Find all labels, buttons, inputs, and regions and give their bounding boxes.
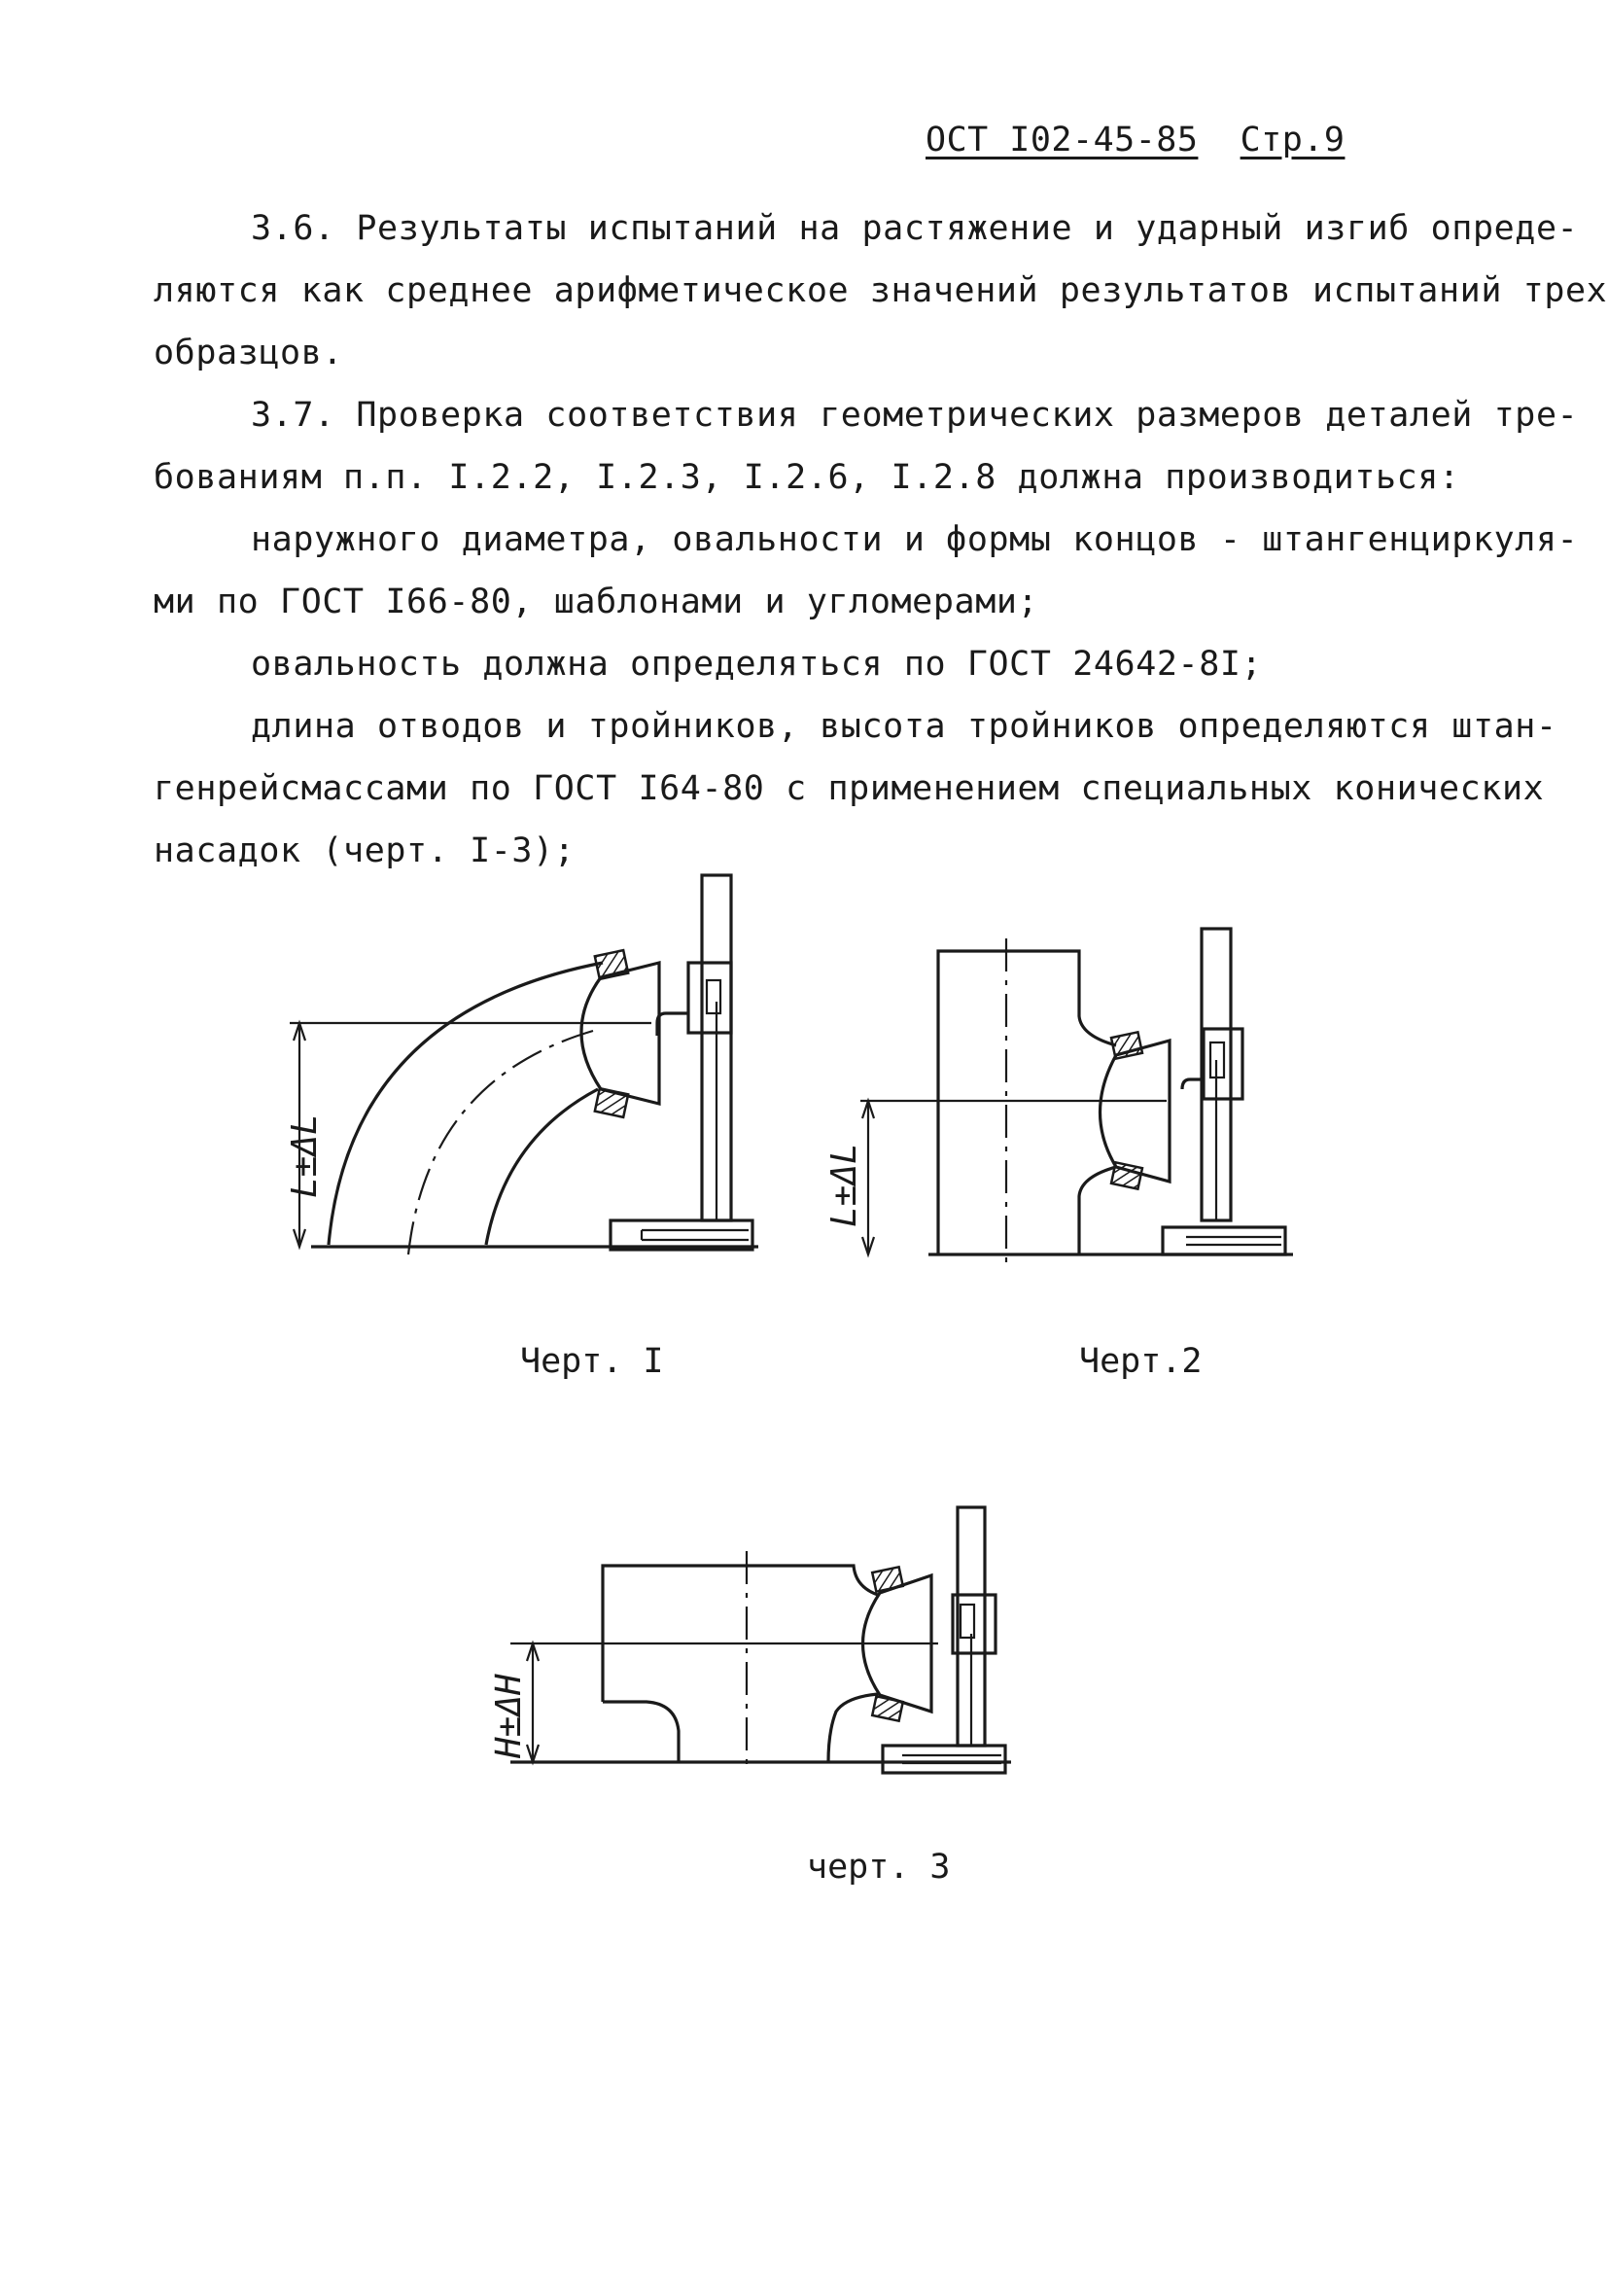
tee-dimension-label: L±ΔL — [824, 1143, 864, 1227]
text-line: наружного диаметра, овальности и формы концов - штангенциркуля- — [251, 520, 1579, 559]
text-line: ляются как среднее арифметическое значений результатов испытаний трех — [154, 271, 1608, 310]
figure-3-caption: черт. 3 — [807, 1848, 951, 1887]
document-reference: ОСТ I02-45-85 — [926, 121, 1199, 159]
tee-figure — [824, 929, 1293, 1264]
text-line: овальность должна определяться по ГОСТ 24642-8I; — [251, 645, 1263, 684]
text-line: насадок (черт. I-3); — [154, 831, 576, 870]
text-line: бованиям п.п. I.2.2, I.2.3, I.2.6, I.2.8 должна производиться: — [154, 458, 1460, 497]
tee-height-figure — [489, 1507, 1011, 1773]
text-line: генрейсмассами по ГОСТ I64-80 с применением специальных конических — [154, 769, 1545, 808]
text-line: образцов. — [154, 334, 344, 372]
figure-2-caption: Черт.2 — [1079, 1342, 1203, 1381]
text-line: 3.7. Проверка соответствия геометрических размеров деталей тре- — [251, 396, 1579, 435]
text-line: длина отводов и тройников, высота тройников определяются штан- — [251, 707, 1557, 746]
figure-1-caption: Черт. I — [520, 1342, 664, 1381]
tee-height-dimension-label: H±ΔH — [489, 1674, 529, 1758]
elbow-dimension-label: L±ΔL — [285, 1113, 325, 1198]
text-line: ми по ГОСТ I66-80, шаблонами и угломерами; — [154, 583, 1039, 621]
page-number: Стр.9 — [1240, 121, 1346, 159]
text-line: 3.6. Результаты испытаний на растяжение и ударный изгиб опреде- — [251, 209, 1579, 248]
elbow-figure — [285, 875, 758, 1254]
